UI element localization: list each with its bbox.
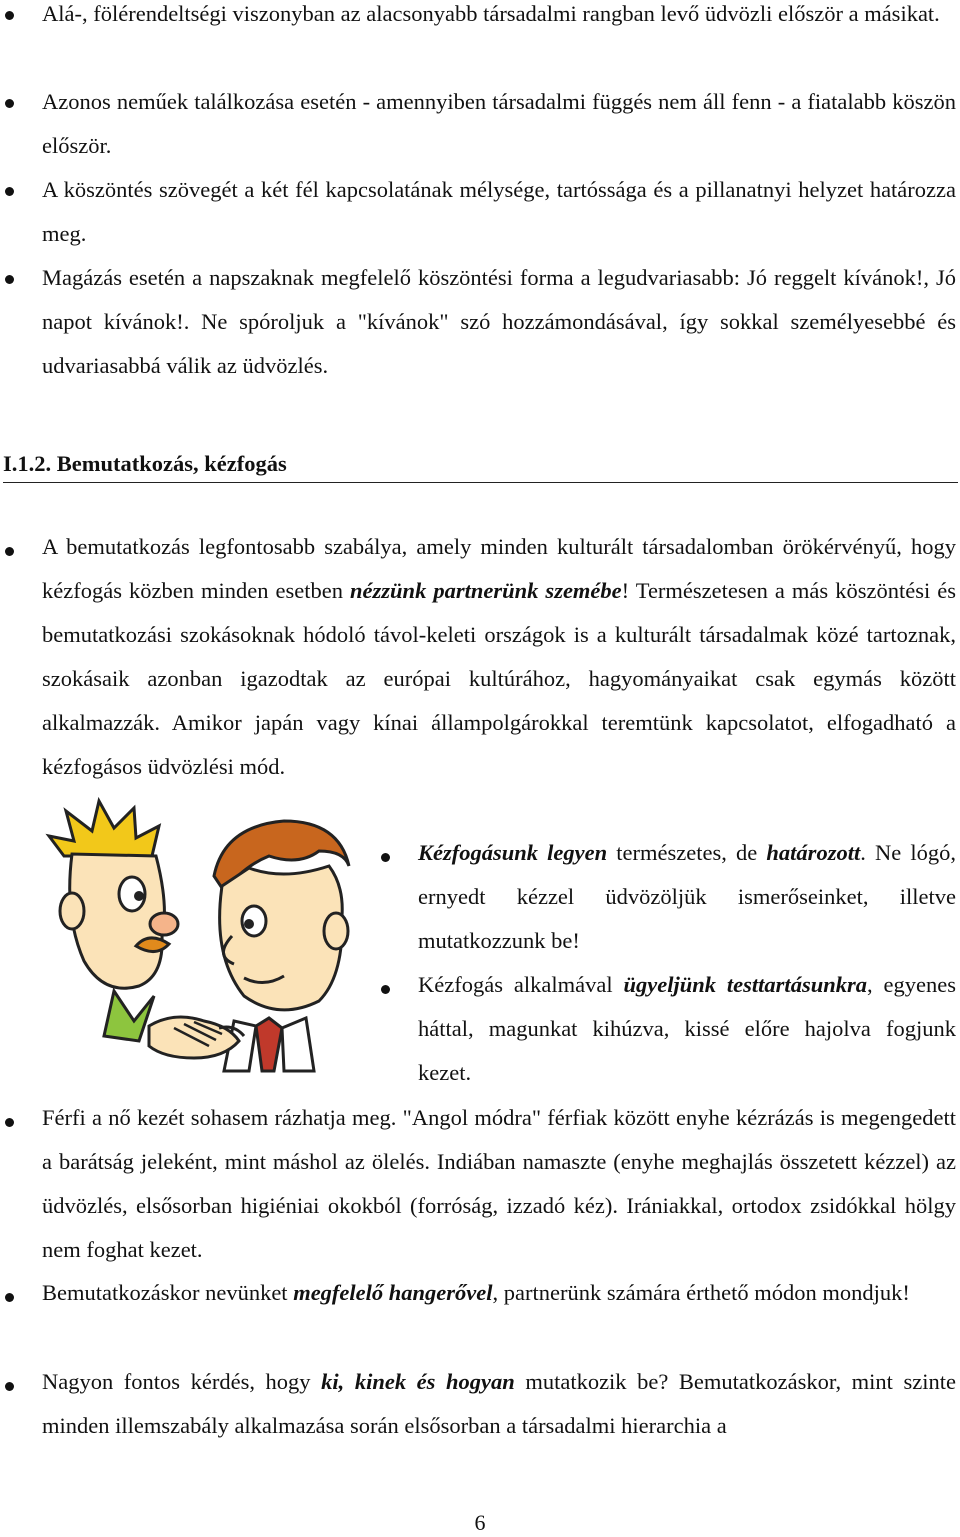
list-item-text: Férfi a nő kezét sohasem rázhatja meg. "Angol módra" férfiak között enyhe kézrázás is megengedett a barátság jeleként, mint máshol az ölelés. Indiában namaszte (enyhe meghajlás összetett kézzel) az üdvözlés, elsősorban higiéniai okokból (forróság, izzadó kéz). Irániakkal, ortodox zsidókkal hölgy nem foghat kezet. — [42, 1105, 956, 1262]
bullet-icon — [5, 1382, 14, 1391]
emphasis: megfelelő hangerővel — [293, 1280, 493, 1305]
emphasis: Kézfogásunk legyen — [418, 840, 608, 865]
section-heading: I.1.2. Bemutatkozás, kézfogás — [3, 446, 958, 483]
list-item-text: Magázás esetén a napszaknak megfelelő köszöntési forma a legudvariasabb: Jó reggelt kívánok!, Jó napot kívánok!. Ne spóroljuk a "kívánok" szó hozzámondásával, így sokkal személyesebbé és udvariasabbá válik az üdvözlés. — [42, 265, 956, 378]
list-item-text: Kézfogásunk legyen természetes, de határozott. Ne lógó, ernyedt kézzel üdvözöljük ismerőseinket, illetve mutatkozzunk be! — [418, 840, 956, 953]
list-item-text: A köszöntés szövegét a két fél kapcsolatának mélysége, tartóssága és a pillanatnyi helyzet határozza meg. — [42, 177, 956, 246]
bullet-icon — [381, 985, 390, 994]
handshake-illustration — [44, 796, 364, 1076]
list-item-text: A bemutatkozás legfontosabb szabálya, amely minden kulturált társadalomban örökérvényű, hogy kézfogás közben minden esetben nézzünk partnerünk szemébe! Természetesen a más köszöntési és bemutatkozási szokásoknak hódoló távol-keleti országok is a kulturált társadalmak közé tartoznak, szokásaik azonban igazodtak az európai kultúrához, hagyományaikat csak egymás között alkalmazzák. Amikor japán vagy kínai állampolgárokkal teremtünk kapcsolatot, elfogadható a kézfogásos üdvözlési mód. — [42, 534, 956, 779]
bullet-icon — [5, 275, 14, 284]
bullet-icon — [5, 11, 14, 20]
page-number: 6 — [474, 1510, 486, 1535]
emphasis: nézzünk partnerünk szemébe — [350, 578, 622, 603]
list-item-text: Alá-, fölérendeltségi viszonyban az alacsonyabb társadalmi rangban levő üdvözli először a másikat. — [42, 1, 940, 26]
list-item-text: Bemutatkozáskor nevünket megfelelő hangerővel, partnerünk számára érthető módon mondjuk! — [42, 1280, 910, 1305]
handshake-cartoon-icon — [44, 796, 364, 1076]
bullet-icon — [5, 187, 14, 196]
bullet-icon — [5, 99, 14, 108]
bullet-icon — [5, 1118, 14, 1127]
list-item-text: Nagyon fontos kérdés, hogy ki, kinek és hogyan mutatkozik be? Bemutatkozáskor, mint szinte minden illemszabály alkalmazása során elsősorban a társadalmi hierarchia a — [42, 1369, 956, 1438]
bullet-icon — [5, 547, 14, 556]
emphasis: ügyeljünk testtartásunkra — [623, 972, 867, 997]
emphasis: határozott — [766, 840, 861, 865]
list-item-text: Kézfogás alkalmával ügyeljünk testtartásunkra, egyenes háttal, magunkat kihúzva, kissé előre hajolva fogjunk kezet. — [418, 972, 956, 1085]
list-item-text: Azonos neműek találkozása esetén - amennyiben társadalmi függés nem áll fenn - a fiatalabb köszön először. — [42, 89, 956, 158]
bullet-icon — [5, 1293, 14, 1302]
bullet-icon — [381, 853, 390, 862]
emphasis: ki, kinek és hogyan — [321, 1369, 515, 1394]
